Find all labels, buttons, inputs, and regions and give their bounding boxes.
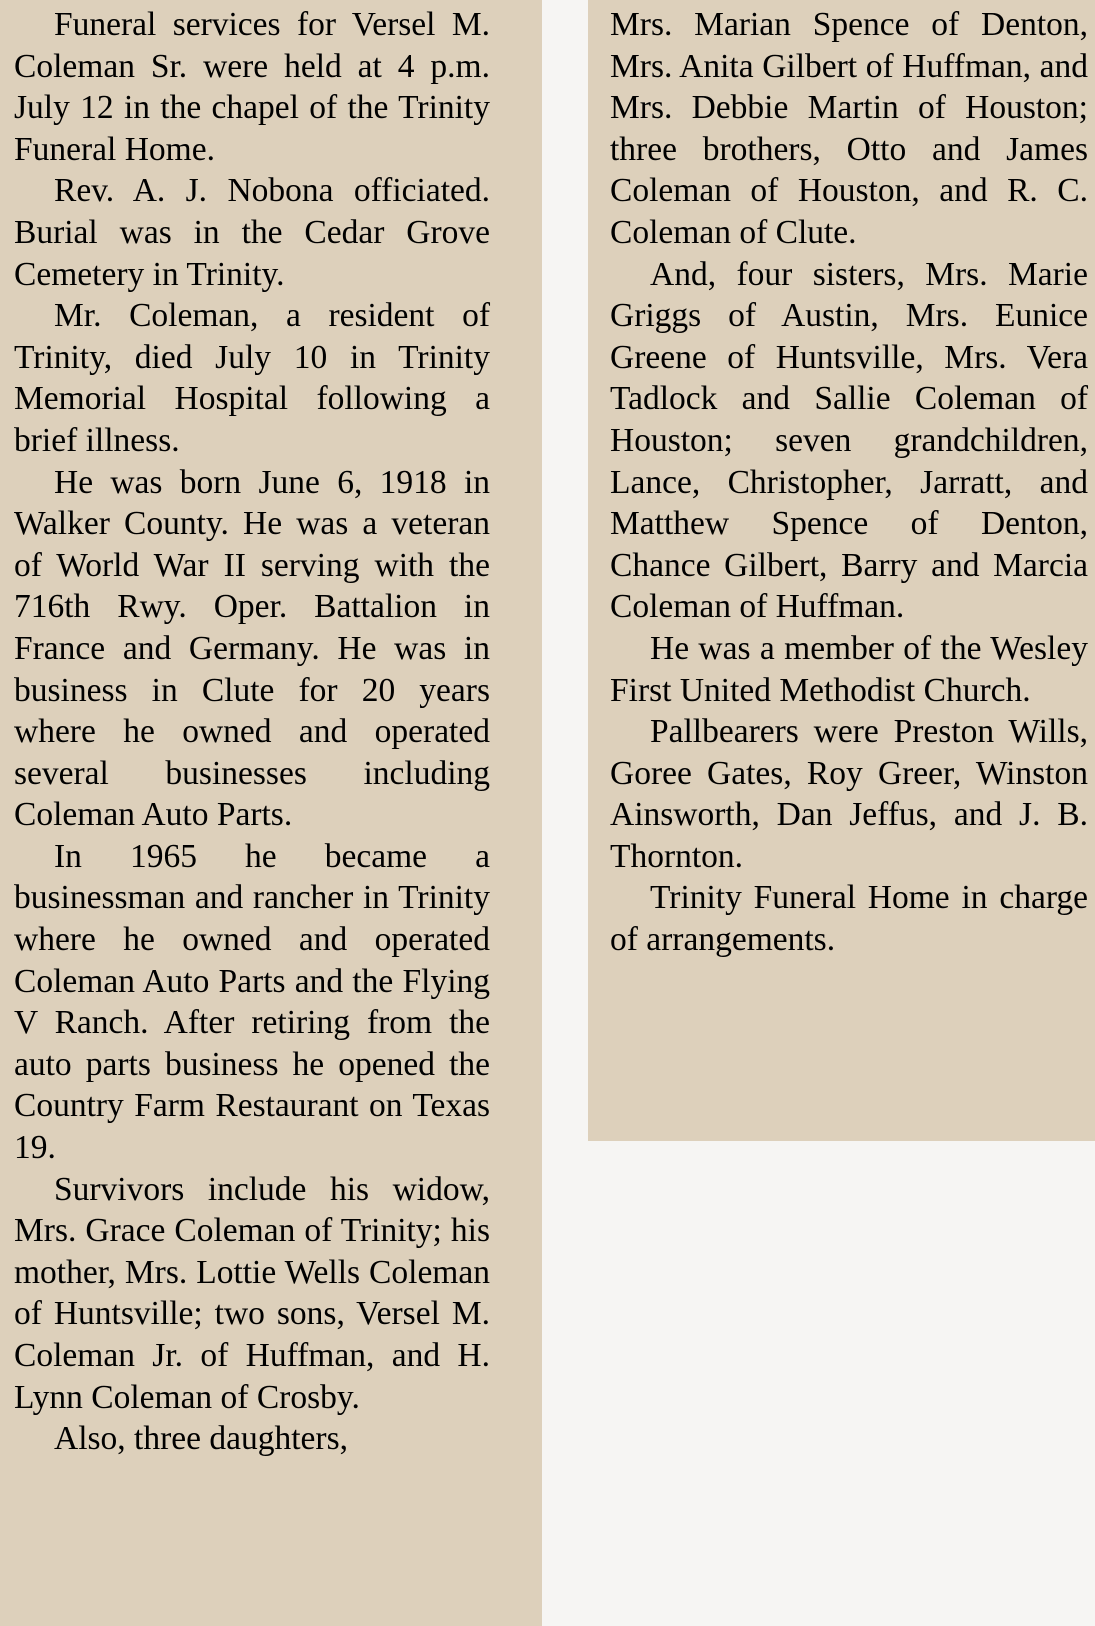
obituary-left-column <box>14 4 490 1460</box>
paragraph-officiant-burial: Rev. A. J. Nobona officiated. Burial was in the Cedar Grove Cemetery in Trinity. <box>14 172 490 293</box>
column-gutter <box>542 0 588 1626</box>
paragraph-church-membership: He was a member of the Wesley First United Methodist Church. <box>610 629 1088 709</box>
paragraph-funeral-services: Funeral services for Versel M. Coleman Sr. were held at 4 p.m. July 12 in the chapel of the Trinity Funeral Home. <box>14 6 490 168</box>
paragraph-biography: He was born June 6, 1918 in Walker County. He was a veteran of World War II serving with the 716th Rwy. Oper. Battalion in France and Germany. He was in business in Clute for 20 years where he owned and operated several businesses including Coleman Auto Parts. <box>14 463 490 834</box>
paragraph-pallbearers: Pallbearers were Preston Wills, Goree Gates, Roy Greer, Winston Ainsworth, Dan Jeffus, and J. B. Thornton. <box>610 713 1088 875</box>
paragraph-sisters-grandchildren: And, four sisters, Mrs. Marie Griggs of Austin, Mrs. Eunice Greene of Huntsville, Mrs. Vera Tadlock and Sallie Coleman of Houston; seven grandchildren, Lance, Christopher, Jarratt, and Matthew Spence of Denton, Chance Gilbert, Barry and Marcia Coleman of Huffman. <box>610 255 1088 626</box>
paragraph-death: Mr. Coleman, a resident of Trinity, died July 10 in Trinity Memorial Hospital following a brief illness. <box>14 297 490 459</box>
obituary-right-column <box>610 4 1088 961</box>
paragraph-trinity-business: In 1965 he became a businessman and rancher in Trinity where he owned and operated Coleman Auto Parts and the Flying V Ranch. After retiring from the auto parts business he opened the Country Farm Restaurant on Texas 19. <box>14 837 490 1167</box>
paragraph-daughters-continued: Mrs. Marian Spence of Denton, Mrs. Anita Gilbert of Huffman, and Mrs. Debbie Martin of Houston; three brothers, Otto and James Coleman of Houston, and R. C. Coleman of Clute. <box>610 6 1088 251</box>
paragraph-arrangements: Trinity Funeral Home in charge of arrangements. <box>610 879 1088 959</box>
paragraph-survivors: Survivors include his widow, Mrs. Grace Coleman of Trinity; his mother, Mrs. Lottie Wells Coleman of Huntsville; two sons, Versel M. Coleman Jr. of Huffman, and H. Lynn Coleman of Crosby. <box>14 1170 490 1416</box>
paragraph-daughters-start: Also, three daughters, <box>54 1420 348 1458</box>
